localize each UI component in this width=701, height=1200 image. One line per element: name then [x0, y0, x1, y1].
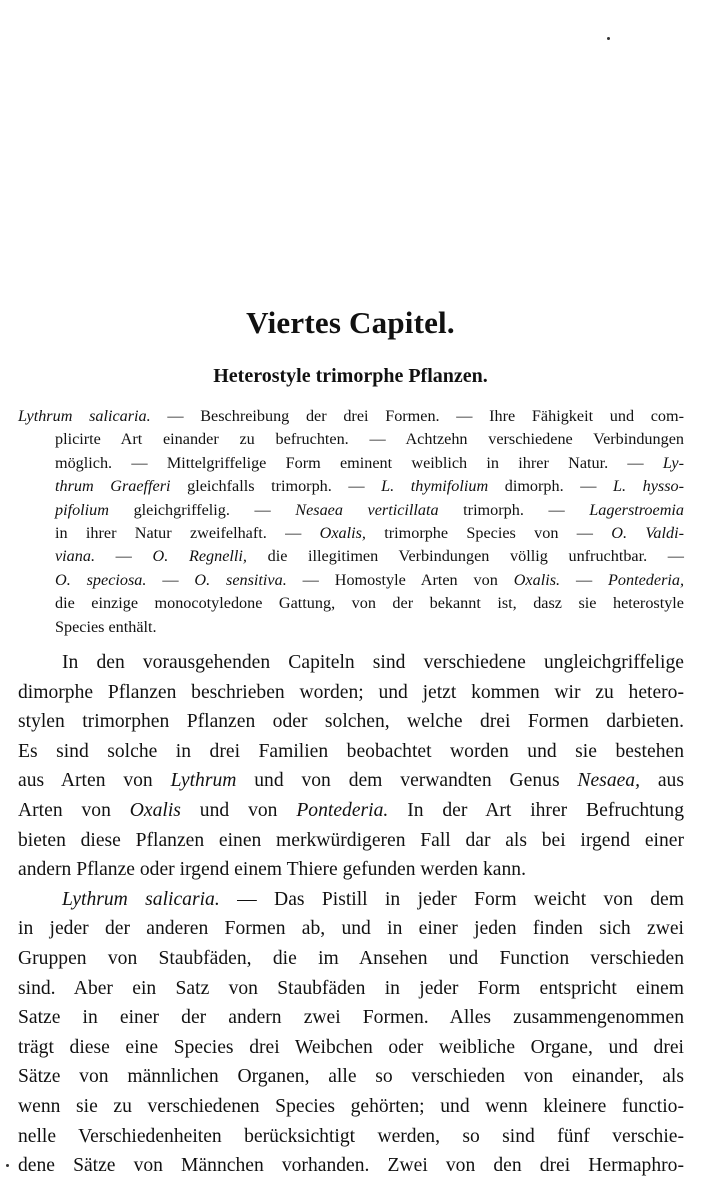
text-segment: Gruppen von Staubfäden, die im Ansehen und Function verschieden: [18, 947, 684, 969]
italic-text: Lagerstroemia: [589, 500, 684, 519]
paragraph-line: [18, 855, 684, 885]
chapter-summary: [18, 405, 684, 639]
text-segment: in jeder der anderen Formen ab, und in einer jeden finden sich zwei: [18, 918, 684, 940]
text-segment: gleichfalls trimorph. —: [170, 477, 382, 496]
text-segment: In der Art ihrer Befruchtung: [388, 799, 684, 821]
paragraph-line: [18, 678, 684, 708]
text-segment: Es sind solche in drei Familien beobachtet worden und sie bestehen: [18, 740, 684, 762]
paragraph-line: [18, 885, 684, 915]
italic-text: viana.: [55, 547, 96, 566]
summary-line: [18, 405, 684, 428]
text-segment: —: [560, 570, 609, 589]
text-segment: — Beschreibung der drei Formen. — Ihre Fähigkeit und com-: [150, 407, 685, 425]
text-segment: trägt diese eine Species drei Weibchen oder weibliche Organe, und drei: [18, 1036, 684, 1058]
paragraph-line: [18, 796, 684, 826]
paragraph-line: [18, 914, 684, 944]
paragraph-line: [18, 766, 684, 796]
italic-text: Oxalis,: [319, 523, 366, 542]
italic-text: O. speciosa.: [55, 570, 147, 589]
summary-line: [18, 475, 684, 498]
text-segment: und von: [180, 799, 297, 821]
paragraph-line: [18, 1092, 684, 1122]
text-segment: dimorph. —: [488, 477, 614, 496]
paragraph-line: [18, 707, 684, 737]
italic-text: Lythrum salicaria.: [18, 407, 151, 425]
summary-line: [18, 499, 684, 522]
summary-line: [18, 428, 684, 451]
text-segment: die einzige monocotyledone Gattung, von der bekannt ist, dasz sie heterostyle: [55, 594, 684, 613]
text-segment: die illegitimen Verbindungen völlig unfruchtbar. —: [246, 547, 684, 566]
italic-text: Lythrum: [170, 770, 237, 792]
text-segment: in ihrer Natur zweifelhaft. —: [55, 523, 320, 542]
text-segment: möglich. — Mittelgriffelige Form eminent weiblich in ihrer Natur. —: [55, 453, 663, 472]
text-segment: aus Arten von: [18, 770, 171, 792]
paragraph-line: [18, 1003, 684, 1033]
italic-text: Lythrum salicaria.: [62, 888, 220, 910]
text-segment: dimorphe Pflanzen beschrieben worden; und jetzt kommen wir zu hetero-: [18, 681, 684, 703]
text-segment: In den vorausgehenden Capiteln sind verschiedene ungleichgriffelige: [62, 652, 684, 673]
text-segment: Species enthält.: [55, 617, 157, 636]
paragraph-line: [18, 737, 684, 767]
italic-text: Nesaea verticillata: [295, 500, 439, 519]
italic-text: pifolium: [55, 500, 109, 519]
chapter-title: Viertes Capitel.: [246, 305, 455, 340]
body-text: [18, 648, 684, 1181]
text-segment: dene Sätze von Männchen vorhanden. Zwei von den drei Hermaphro-: [18, 1155, 684, 1177]
paragraph-line: [18, 1062, 684, 1092]
text-segment: —: [146, 570, 195, 589]
italic-text: Oxalis: [129, 799, 181, 821]
italic-text: Nesaea,: [577, 770, 641, 792]
text-segment: gleichgriffelig. —: [108, 500, 296, 519]
text-segment: trimorphe Species von —: [365, 523, 612, 542]
text-segment: Arten von: [18, 799, 130, 821]
paragraph-line: [18, 1151, 684, 1181]
text-segment: Satze in einer der andern zwei Formen. Alles zusammengenommen: [18, 1007, 684, 1029]
italic-text: Pontederia,: [608, 570, 685, 589]
italic-text: Ly-: [662, 453, 684, 472]
text-segment: — Homostyle Arten von: [286, 570, 514, 589]
paragraph-line: [18, 826, 684, 856]
paragraph-line: [18, 944, 684, 974]
text-segment: stylen trimorphen Pflanzen oder solchen, welche drei Formen darbieten.: [18, 711, 684, 733]
italic-text: Oxalis.: [513, 570, 561, 589]
text-segment: nelle Verschiedenheiten berücksichtigt werden, so sind fünf verschie-: [18, 1125, 684, 1147]
text-segment: trimorph. —: [438, 500, 590, 519]
summary-line: [18, 522, 684, 545]
text-segment: sind. Aber ein Satz von Staubfäden in jeder Form entspricht einem: [18, 977, 684, 999]
chapter-subtitle: Heterostyle trimorphe Pflanzen.: [213, 365, 488, 387]
paragraph-line: [18, 1122, 684, 1152]
paragraph-line: [18, 1033, 684, 1063]
text-segment: wenn sie zu verschiedenen Species gehörten; und wenn kleinere functio-: [18, 1095, 684, 1117]
paragraph-line: [18, 648, 684, 678]
text-segment: andern Pflanze oder irgend einem Thiere gefunden werden kann.: [18, 859, 526, 881]
summary-line: [18, 592, 684, 615]
italic-text: L. thymifolium: [381, 477, 489, 496]
print-speck: [6, 1164, 9, 1167]
italic-text: L. hysso-: [613, 477, 685, 496]
italic-text: O. sensitiva.: [194, 570, 287, 589]
italic-text: Pontederia.: [296, 799, 389, 821]
text-segment: Sätze von männlichen Organen, alle so verschieden von einander, als: [18, 1066, 684, 1088]
italic-text: thrum Graefferi: [55, 477, 171, 496]
summary-line: [18, 452, 684, 475]
text-segment: bieten diese Pflanzen einen merkwürdigeren Fall dar als bei irgend einer: [18, 829, 684, 851]
summary-line: [18, 569, 684, 592]
text-segment: und von dem verwandten Genus: [236, 770, 578, 792]
summary-line: [18, 616, 684, 639]
text-segment: plicirte Art einander zu befruchten. — Achtzehn verschiedene Verbindungen: [55, 430, 684, 449]
text-segment: aus: [640, 770, 684, 792]
paragraph-line: [18, 974, 684, 1004]
text-segment: — Das Pistill in jeder Form weicht von dem: [219, 888, 684, 910]
summary-line: [18, 545, 684, 568]
text-segment: —: [95, 547, 153, 566]
print-speck: [607, 37, 610, 40]
italic-text: O. Valdi-: [611, 523, 685, 542]
italic-text: O. Regnelli,: [152, 547, 247, 566]
